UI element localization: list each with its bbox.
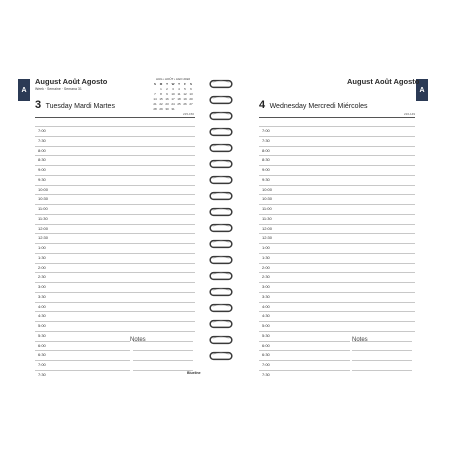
right-time-slot-line[interactable] xyxy=(259,136,415,137)
left-time-slot-line[interactable] xyxy=(35,311,195,312)
right-time-slot-line[interactable] xyxy=(259,155,415,156)
right-time-slot-line[interactable] xyxy=(259,263,415,264)
mini-calendar-weekday: M xyxy=(159,82,163,86)
mini-calendar-day: 13 xyxy=(189,92,193,96)
left-notes-line[interactable] xyxy=(133,360,193,361)
mini-calendar-weekday: T xyxy=(178,82,180,86)
left-time-slot-line[interactable] xyxy=(35,136,195,137)
mini-calendar-day: 24 xyxy=(171,102,175,106)
left-time-label: 11:00 xyxy=(38,206,48,211)
left-time-label: 10:30 xyxy=(38,196,49,202)
spiral-coil xyxy=(206,111,236,121)
left-time-slot-line[interactable] xyxy=(35,214,195,215)
mini-calendar-day xyxy=(188,107,194,112)
right-time-label: 4:00 xyxy=(262,303,270,309)
right-time-slot-line[interactable] xyxy=(259,360,350,361)
right-time-label: 7:00 xyxy=(262,128,270,133)
right-time-label: 6:00 xyxy=(262,342,270,348)
mini-calendar-day: 29 xyxy=(159,107,163,111)
left-time-label: 8:30 xyxy=(38,157,46,163)
left-time-label: 4:00 xyxy=(38,303,46,309)
right-time-slot-line[interactable] xyxy=(259,311,415,312)
right-time-slot-line[interactable] xyxy=(259,165,415,166)
mini-calendar-day: 28 xyxy=(153,107,157,111)
mini-calendar-weekday: W xyxy=(171,82,175,86)
left-time-label: 7:30 xyxy=(38,371,46,377)
left-time-label: 3:00 xyxy=(38,284,46,289)
right-time-label: 10:30 xyxy=(262,196,273,202)
left-week-label: Week · Semaine · Semana 31 xyxy=(35,87,82,91)
left-time-slot-line[interactable] xyxy=(35,350,130,351)
mini-calendar-day: 7 xyxy=(154,92,156,96)
right-time-label: 8:00 xyxy=(262,147,270,153)
right-time-label: 4:30 xyxy=(262,313,270,319)
spiral-coil xyxy=(206,143,236,153)
right-day-code: 216-149 xyxy=(404,112,416,116)
left-header-divider xyxy=(35,117,195,118)
mini-calendar-grid xyxy=(152,82,194,112)
mini-calendar-day: 3 xyxy=(172,87,174,91)
mini-calendar-day: 10 xyxy=(171,92,175,96)
right-time-slot-line[interactable] xyxy=(259,175,415,176)
spiral-coil xyxy=(206,319,236,329)
left-time-slot-line[interactable] xyxy=(35,341,130,342)
right-time-slot-line[interactable] xyxy=(259,350,350,351)
spiral-coil xyxy=(206,271,236,281)
mini-calendar-day: 23 xyxy=(165,102,169,106)
left-notes-line[interactable] xyxy=(133,370,193,371)
left-time-label: 8:00 xyxy=(38,147,46,153)
left-time-slot-line[interactable] xyxy=(35,243,195,244)
right-time-label: 1:30 xyxy=(262,254,270,260)
left-time-slot-line[interactable] xyxy=(35,253,195,254)
right-time-slot-line[interactable] xyxy=(259,321,415,322)
left-notes-line[interactable] xyxy=(133,350,193,351)
mini-calendar-day: 19 xyxy=(183,97,187,101)
mini-calendar-day: 22 xyxy=(159,102,163,106)
mini-calendar-day: 2 xyxy=(166,87,168,91)
mini-calendar-day: 5 xyxy=(184,87,186,91)
mini-calendar-day: 31 xyxy=(171,107,175,111)
left-day-heading xyxy=(35,95,115,113)
mini-calendar-day: 30 xyxy=(165,107,169,111)
right-month-title: August Août Agosto xyxy=(347,77,420,86)
mini-calendar-day: 27 xyxy=(189,102,193,106)
left-time-slot-line[interactable] xyxy=(35,126,195,127)
left-time-slot-line[interactable] xyxy=(35,331,195,332)
left-time-slot-line[interactable] xyxy=(35,146,195,147)
right-time-label: 11:30 xyxy=(262,215,272,221)
left-day-number: 3 xyxy=(35,99,42,111)
right-time-slot-line[interactable] xyxy=(259,126,415,127)
right-time-label: 8:30 xyxy=(262,157,270,163)
mini-calendar-day: 21 xyxy=(153,102,157,106)
left-month-title: August Août Agosto xyxy=(35,77,108,86)
mini-calendar-day: 26 xyxy=(183,102,187,106)
right-time-label: 5:00 xyxy=(262,323,270,328)
spiral-coil xyxy=(206,255,236,265)
left-time-slot-line[interactable] xyxy=(35,224,195,225)
right-time-slot-line[interactable] xyxy=(259,272,415,273)
right-time-lines xyxy=(259,120,415,378)
spiral-coil xyxy=(206,95,236,105)
right-time-label: 7:30 xyxy=(262,371,270,377)
right-time-slot-line[interactable] xyxy=(259,302,415,303)
right-notes-line[interactable] xyxy=(352,370,412,371)
right-notes-line[interactable] xyxy=(352,360,412,361)
right-time-slot-line[interactable] xyxy=(259,146,415,147)
right-time-slot-line[interactable] xyxy=(259,243,415,244)
mini-calendar-day: 14 xyxy=(153,97,157,101)
left-time-label: 1:30 xyxy=(38,254,46,260)
right-time-slot-line[interactable] xyxy=(259,253,415,254)
right-time-label: 9:30 xyxy=(262,176,270,182)
right-day-name: Wednesday Mercredi Miércoles xyxy=(269,103,368,110)
right-time-slot-line[interactable] xyxy=(259,214,415,215)
spiral-coil xyxy=(206,351,236,361)
left-time-slot-line[interactable] xyxy=(35,282,195,283)
right-time-slot-line[interactable] xyxy=(259,194,415,195)
mini-calendar-day: 4 xyxy=(178,87,180,91)
mini-calendar xyxy=(152,77,194,112)
right-time-label: 2:30 xyxy=(262,274,270,280)
mini-calendar-weekday: S xyxy=(153,82,156,86)
left-day-name: Tuesday Mardi Martes xyxy=(45,103,115,110)
mini-calendar-day: 12 xyxy=(183,92,187,96)
right-time-slot-line[interactable] xyxy=(259,341,350,342)
mini-calendar-day: 17 xyxy=(171,97,175,101)
left-time-slot-line[interactable] xyxy=(35,272,195,273)
mini-calendar-day: 1 xyxy=(160,87,162,91)
left-time-label: 11:30 xyxy=(38,215,48,221)
right-time-label: 6:30 xyxy=(262,352,270,358)
mini-calendar-day: 11 xyxy=(177,92,181,96)
left-time-label: 2:00 xyxy=(38,264,46,270)
right-time-label: 7:30 xyxy=(262,137,270,143)
mini-calendar-day: 25 xyxy=(177,102,181,106)
spiral-coil xyxy=(206,287,236,297)
right-time-label: 12:00 xyxy=(262,225,273,231)
right-notes-line[interactable] xyxy=(352,350,412,351)
left-time-label: 12:00 xyxy=(38,225,49,231)
left-time-label: 9:30 xyxy=(38,176,46,182)
left-time-slot-line[interactable] xyxy=(35,165,195,166)
mini-calendar-day: 6 xyxy=(190,87,192,91)
right-time-label: 3:00 xyxy=(262,284,270,289)
right-time-label: 12:30 xyxy=(262,235,273,241)
mini-calendar-day: 15 xyxy=(159,97,163,101)
left-time-lines xyxy=(35,120,195,378)
left-time-label: 6:00 xyxy=(38,342,46,348)
left-day-code: 215-150 xyxy=(183,112,195,116)
spiral-coil xyxy=(206,303,236,313)
left-time-label: 7:00 xyxy=(38,128,46,133)
left-time-slot-line[interactable] xyxy=(35,292,195,293)
brand-logo: Blueline xyxy=(187,371,201,375)
left-time-slot-line[interactable] xyxy=(35,302,195,303)
spiral-coil xyxy=(206,239,236,249)
spiral-coil xyxy=(206,175,236,185)
left-time-label: 6:30 xyxy=(38,352,46,358)
month-tab-left[interactable]: A xyxy=(18,79,30,101)
left-time-slot-line[interactable] xyxy=(35,233,195,234)
left-time-label: 1:00 xyxy=(38,245,46,250)
right-time-label: 7:00 xyxy=(262,362,270,367)
left-notes-label: Notes xyxy=(130,337,146,343)
right-day-number: 4 xyxy=(259,99,266,111)
left-time-label: 10:00 xyxy=(38,186,49,192)
right-time-slot-line[interactable] xyxy=(259,370,350,371)
right-header-divider xyxy=(259,117,415,118)
spiral-coil xyxy=(206,223,236,233)
right-time-label: 3:30 xyxy=(262,293,270,299)
left-time-label: 7:00 xyxy=(38,362,46,367)
right-time-slot-line[interactable] xyxy=(259,224,415,225)
right-time-label: 1:00 xyxy=(262,245,270,250)
right-time-slot-line[interactable] xyxy=(259,331,415,332)
right-time-label: 10:00 xyxy=(262,186,273,192)
left-time-label: 9:00 xyxy=(38,167,46,172)
spiral-coil xyxy=(206,127,236,137)
left-time-label: 12:30 xyxy=(38,235,49,241)
spiral-coil xyxy=(206,79,236,89)
left-time-label: 2:30 xyxy=(38,274,46,280)
mini-calendar-day: 8 xyxy=(160,92,162,96)
right-time-slot-line[interactable] xyxy=(259,204,415,205)
mini-calendar-day: 18 xyxy=(177,97,181,101)
spiral-coil xyxy=(206,191,236,201)
mini-calendar-title: AUG • AOÛT • AGO 2022 xyxy=(155,77,191,81)
left-time-slot-line[interactable] xyxy=(35,175,195,176)
left-time-slot-line[interactable] xyxy=(35,204,195,205)
right-time-slot-line[interactable] xyxy=(259,282,415,283)
mini-calendar-weekday: F xyxy=(184,82,186,86)
left-time-slot-line[interactable] xyxy=(35,360,130,361)
spiral-coil xyxy=(206,207,236,217)
spiral-coil xyxy=(206,159,236,169)
left-time-slot-line[interactable] xyxy=(35,194,195,195)
right-time-label: 5:30 xyxy=(262,332,270,338)
left-time-slot-line[interactable] xyxy=(35,155,195,156)
left-time-slot-line[interactable] xyxy=(35,321,195,322)
mini-calendar-day: 20 xyxy=(189,97,193,101)
right-notes-label: Notes xyxy=(352,337,368,343)
mini-calendar-weekday: T xyxy=(166,82,168,86)
month-tab-right[interactable]: A xyxy=(416,79,428,101)
left-time-slot-line[interactable] xyxy=(35,185,195,186)
left-time-label: 7:30 xyxy=(38,137,46,143)
left-time-label: 5:30 xyxy=(38,332,46,338)
left-time-label: 3:30 xyxy=(38,293,46,299)
right-time-label: 2:00 xyxy=(262,264,270,270)
left-time-slot-line[interactable] xyxy=(35,370,130,371)
mini-calendar-day: 9 xyxy=(166,92,168,96)
right-day-heading xyxy=(259,95,368,113)
left-time-label: 5:00 xyxy=(38,323,46,328)
left-time-label: 4:30 xyxy=(38,313,46,319)
mini-calendar-weekday: S xyxy=(189,82,192,86)
left-time-slot-line[interactable] xyxy=(35,263,195,264)
spiral-coil xyxy=(206,335,236,345)
right-time-slot-line[interactable] xyxy=(259,233,415,234)
right-time-label: 9:00 xyxy=(262,167,270,172)
right-time-label: 11:00 xyxy=(262,206,272,211)
mini-calendar-day: 16 xyxy=(165,97,169,101)
right-time-slot-line[interactable] xyxy=(259,185,415,186)
right-time-slot-line[interactable] xyxy=(259,292,415,293)
